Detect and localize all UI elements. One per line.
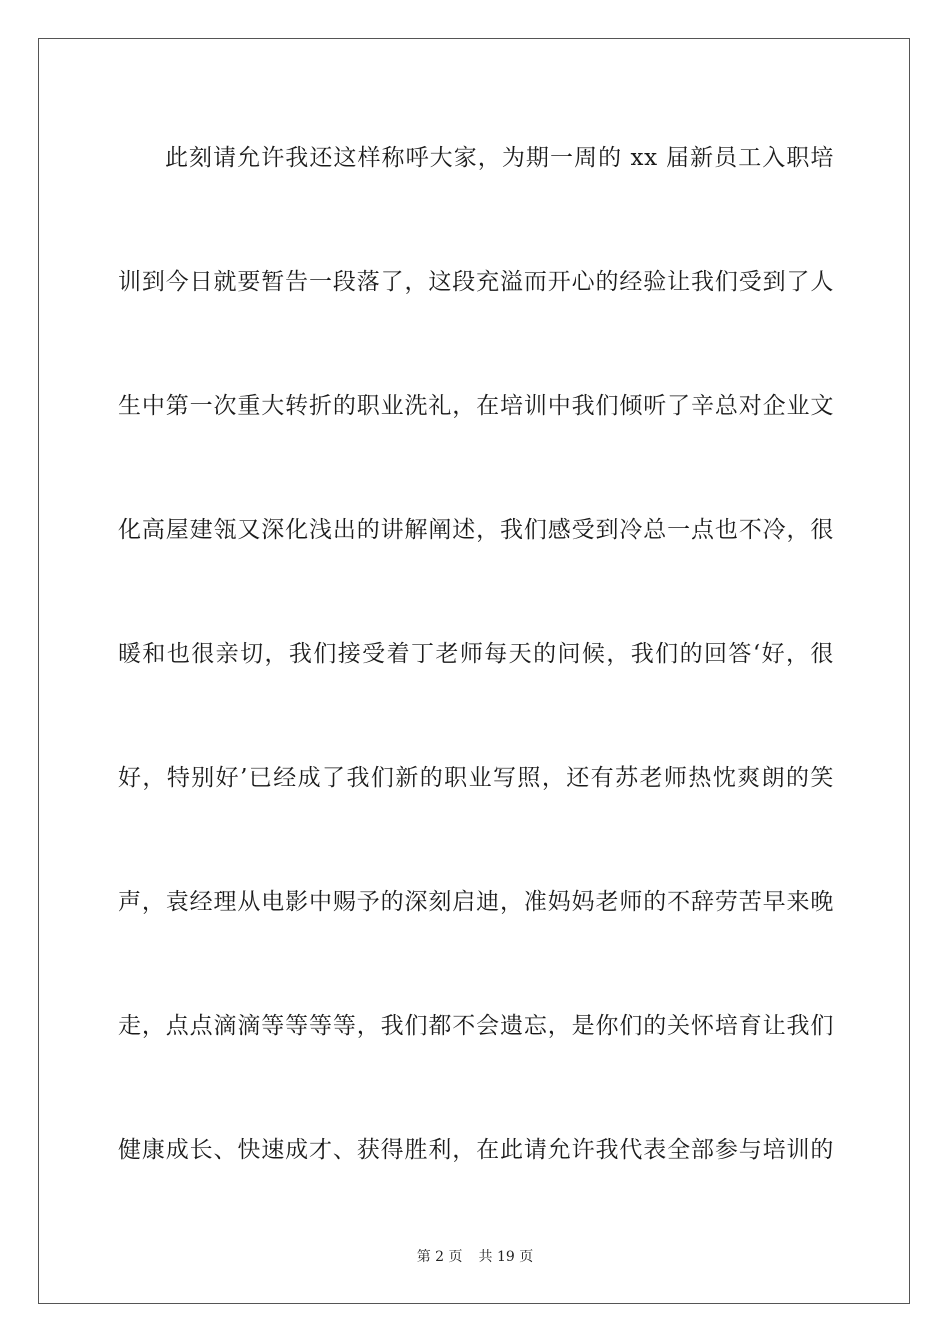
total-page-count: 共 19 页 (478, 1249, 534, 1265)
paragraph-line-6: 好，特别好’已经成了我们新的职业写照，还有苏老师热忱爽朗的笑 (118, 765, 834, 791)
paragraph-line-1: 此刻请允许我还这样称呼大家，为期一周的 xx 届新员工入职培 (165, 145, 834, 171)
paragraph-line-3: 生中第一次重大转折的职业洗礼，在培训中我们倾听了辛总对企业文 (118, 393, 834, 419)
paragraph-line-4: 化高屋建瓴又深化浅出的讲解阐述，我们感受到冷总一点也不冷，很 (118, 517, 834, 543)
paragraph-line-9: 健康成长、快速成才、获得胜利，在此请允许我代表全部参与培训的 (118, 1137, 834, 1163)
current-page-number: 第 2 页 (416, 1249, 463, 1265)
paragraph-line-8: 走，点点滴滴等等等等，我们都不会遗忘，是你们的关怀培育让我们 (118, 1013, 834, 1039)
paragraph-line-2: 训到今日就要暂告一段落了，这段充溢而开心的经验让我们受到了人 (118, 269, 834, 295)
page-footer (0, 1246, 950, 1266)
paragraph-line-7: 声，袁经理从电影中赐予的深刻启迪，准妈妈老师的不辞劳苦早来晚 (118, 889, 834, 915)
paragraph-line-5: 暖和也很亲切，我们接受着丁老师每天的问候，我们的回答‘好，很 (118, 641, 834, 667)
document-body (118, 118, 834, 1234)
